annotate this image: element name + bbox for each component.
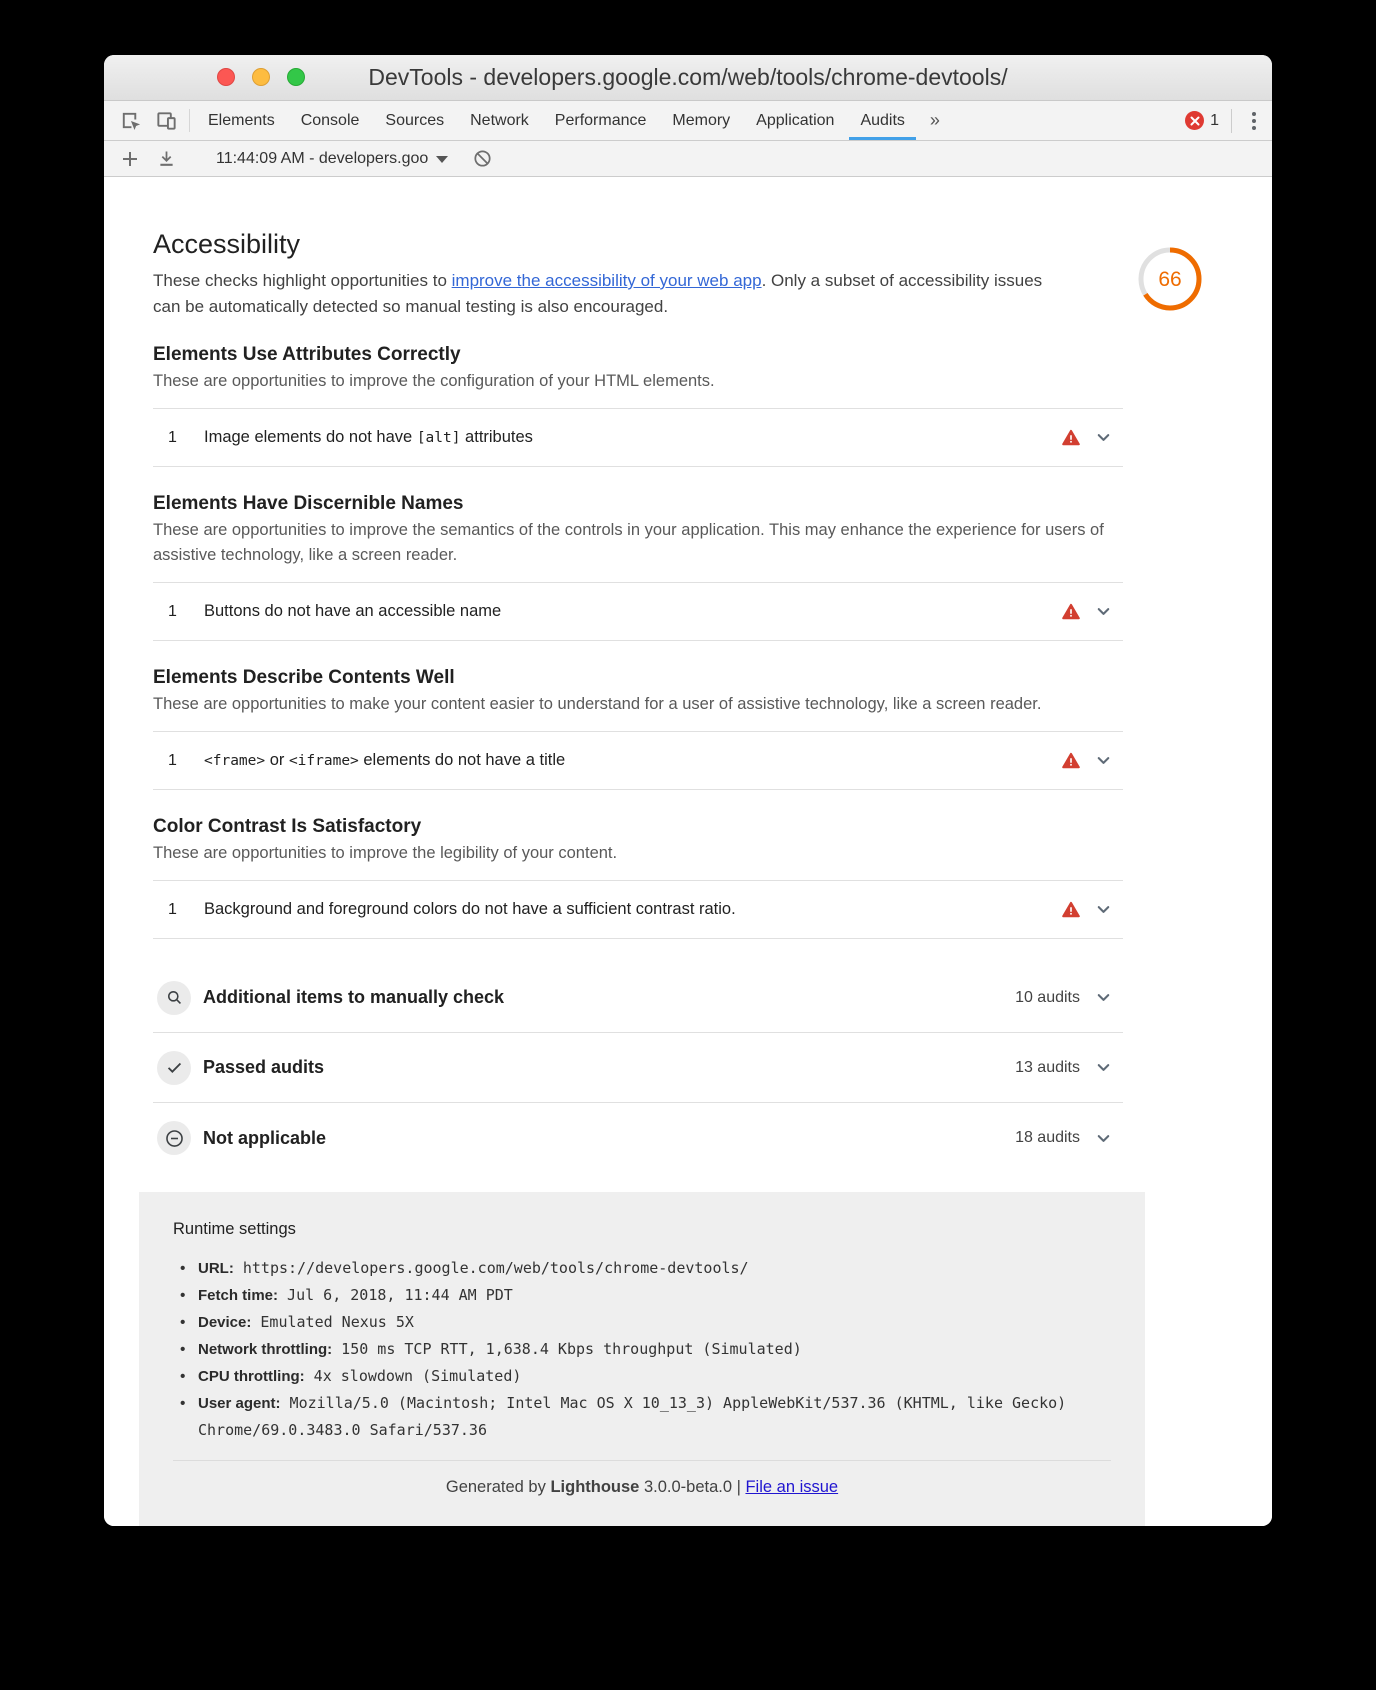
audit-row[interactable] [153,583,1123,641]
runtime-setting-item [173,1309,1111,1336]
audit-list [153,731,1123,790]
clear-reports-icon[interactable] [464,148,500,169]
chevron-down-icon[interactable] [1094,988,1113,1007]
check-icon [165,1058,184,1077]
audit-title: Buttons do not have an accessible name [204,602,502,620]
error-badge-icon[interactable] [1185,111,1204,130]
audit-list [153,408,1123,467]
runtime-setting-item [173,1390,1111,1444]
runtime-setting-value: Jul 6, 2018, 11:44 AM PDT [278,1286,513,1304]
runtime-setting-label: Device: [198,1314,252,1331]
tab-list [195,101,918,140]
tab-console[interactable]: Console [300,111,360,129]
group-row-search[interactable] [153,963,1123,1033]
report-selector-label: 11:44:09 AM - developers.goo [216,149,429,167]
warning-icon [1062,901,1080,918]
intro-text-after: . Only a subset of accessibility issues can be automatically detected so manual testing is also encouraged. [153,271,1043,316]
section-description: These are opportunities to make your content easier to understand for a user of assistive technology, like a screen reader. [153,695,1042,713]
audit-row[interactable] [153,881,1123,939]
inspect-element-icon[interactable] [112,101,148,140]
report-content [104,177,1272,1526]
footer-text: Generated by [445,1478,551,1496]
section-heading: Elements Have Discernible Names [153,493,464,514]
download-report-icon[interactable] [148,148,184,169]
chevron-down-icon[interactable] [1094,1129,1113,1148]
warning-icon [1062,429,1080,446]
runtime-setting-label: CPU throttling: [198,1368,305,1385]
audit-row[interactable] [153,732,1123,790]
runtime-setting-item [173,1282,1111,1309]
runtime-setting-value: 150 ms TCP RTT, 1,638.4 Kbps throughput (Simulated) [332,1340,802,1358]
tab-elements[interactable]: Elements [208,111,275,129]
score-gauge [1137,246,1203,312]
audit-count: 1 [168,900,177,918]
section-description: These are opportunities to improve the configuration of your HTML elements. [153,372,715,390]
audit-title: <frame> or <iframe> elements do not have a title [204,751,566,769]
runtime-setting-item [173,1363,1111,1390]
group-audit-count: 13 audits [1015,1058,1080,1076]
category-title: Accessibility [153,229,301,259]
group-audit-count: 10 audits [1015,988,1080,1006]
audit-sections [153,344,1123,939]
kebab-menu-icon[interactable] [1244,108,1264,134]
section-heading: Elements Use Attributes Correctly [153,344,461,365]
error-count[interactable]: 1 [1210,111,1219,129]
runtime-settings-heading: Runtime settings [173,1220,296,1238]
audit-title: Background and foreground colors do not have a sufficient contrast ratio. [204,900,736,918]
group-row-na[interactable] [153,1103,1123,1173]
audit-row[interactable] [153,409,1123,467]
group-audit-count: 18 audits [1015,1129,1080,1146]
audit-count: 1 [168,602,177,620]
audit-title: Image elements do not have [alt] attributes [204,428,533,446]
runtime-setting-label: Fetch time: [198,1287,279,1304]
tab-network[interactable]: Network [470,111,529,129]
group-icon-circle [157,1121,191,1155]
devtools-window [104,55,1272,1526]
file-an-issue-link[interactable]: File an issue [745,1478,839,1496]
new-audit-icon[interactable] [112,149,148,169]
audit-section [153,493,1123,641]
report-footer [173,1460,1111,1497]
section-heading: Color Contrast Is Satisfactory [153,816,422,837]
lighthouse-brand: Lighthouse [550,1478,640,1496]
group-label: Passed audits [203,1057,325,1077]
close-window-button[interactable] [217,68,235,86]
runtime-setting-item [173,1336,1111,1363]
audit-section [153,816,1123,939]
group-icon-circle [157,1051,191,1085]
devtools-tabbar [104,101,1272,141]
chevron-down-icon[interactable] [1094,602,1113,621]
audits-toolbar [104,141,1272,177]
runtime-setting-value: Emulated Nexus 5X [251,1313,414,1331]
audit-count: 1 [168,751,177,769]
section-description: These are opportunities to improve the semantics of the controls in your application. This may enhance the experience for users of assistive technology, like a screen reader. [153,521,1104,564]
runtime-settings-list [173,1255,1111,1444]
warning-icon [1062,603,1080,620]
device-toolbar-icon[interactable] [148,101,184,140]
runtime-settings-box [139,1192,1145,1526]
runtime-setting-value: Mozilla/5.0 (Macintosh; Intel Mac OS X 10_13_3) AppleWebKit/537.36 (KHTML, like Gecko) Chrome/69.0.3483.0 Safari/537.36 [198,1394,1067,1439]
audit-list [153,880,1123,939]
score-value: 66 [1158,268,1182,291]
tab-sources[interactable]: Sources [385,111,445,129]
footer-version: 3.0.0-beta.0 | [639,1478,746,1496]
more-tabs-button[interactable]: » [929,110,940,130]
chevron-down-icon[interactable] [1094,900,1113,919]
tab-performance[interactable]: Performance [554,111,647,129]
na-icon [164,1128,185,1149]
tabbar-right-cluster [1185,101,1272,140]
search-icon [165,988,184,1007]
report-selector-dropdown[interactable] [216,150,448,168]
runtime-setting-item [173,1255,1111,1282]
lighthouse-report [153,177,1182,1173]
group-label: Not applicable [203,1127,327,1148]
runtime-setting-label: Network throttling: [198,1341,333,1358]
vertical-divider [1231,109,1232,133]
chevron-down-icon[interactable] [1094,428,1113,447]
tab-application[interactable]: Application [756,111,835,129]
titlebar [104,55,1272,101]
toolbar-divider [189,109,190,132]
audit-section [153,344,1123,467]
group-row-check[interactable] [153,1033,1123,1103]
audit-section [153,667,1123,790]
runtime-setting-label: URL: [198,1260,234,1277]
traffic-lights [217,68,305,86]
window-title: DevTools - developers.google.com/web/tools/chrome-devtools/ [368,64,1008,90]
audit-groups [153,963,1123,1173]
group-icon-circle [157,981,191,1015]
caret-down-icon [436,156,448,163]
audit-list [153,582,1123,641]
section-description: These are opportunities to improve the legibility of your content. [153,844,618,862]
accessibility-docs-link[interactable]: improve the accessibility of your web app [451,271,762,290]
intro-text: These checks highlight opportunities to [153,271,452,290]
chevron-down-icon[interactable] [1094,1058,1113,1077]
runtime-setting-label: User agent: [198,1395,281,1412]
chevron-down-icon[interactable] [1094,751,1113,770]
warning-icon [1062,752,1080,769]
tab-audits[interactable]: Audits [847,101,917,140]
audit-count: 1 [168,428,177,446]
runtime-setting-value: 4x slowdown (Simulated) [304,1367,522,1385]
minimize-window-button[interactable] [252,68,270,86]
zoom-window-button[interactable] [287,68,305,86]
section-heading: Elements Describe Contents Well [153,667,455,688]
tab-memory[interactable]: Memory [672,111,731,129]
runtime-setting-value: https://developers.google.com/web/tools/chrome-devtools/ [233,1259,749,1277]
group-label: Additional items to manually check [203,987,505,1007]
category-description [153,268,1058,320]
